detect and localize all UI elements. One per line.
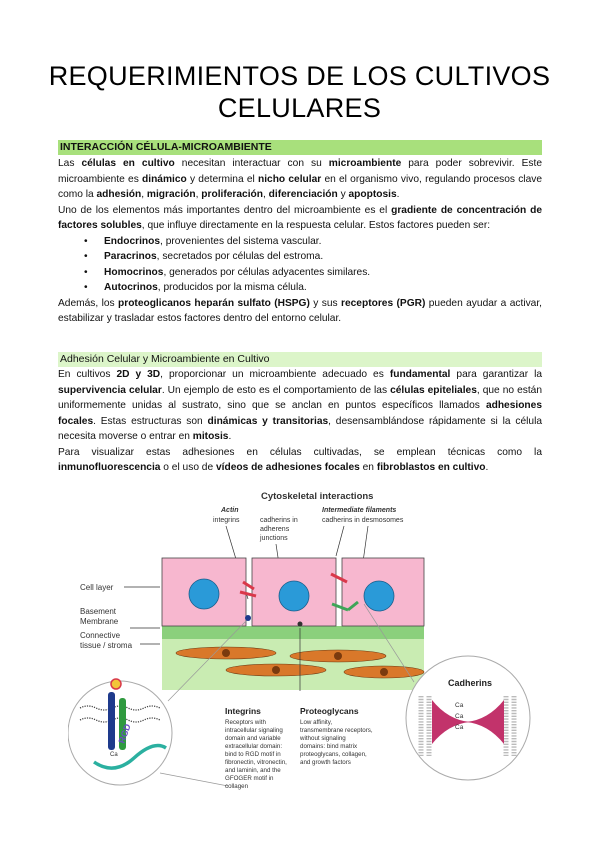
cadherins-adherens-1: cadherins in (260, 517, 298, 524)
proteoglycan-anchor (298, 622, 303, 627)
proteoglycans-line: transmembrane receptors, (300, 727, 373, 734)
figure-svg (68, 486, 544, 798)
page-title (0, 60, 599, 124)
integrins-line: domain and variable (225, 735, 281, 742)
ca2-label: Ca (110, 752, 118, 758)
proteoglycans-line: domains: bind matrix (300, 743, 358, 750)
paragraph: Uno de los elementos más importantes dentro del microambiente es el gradiente de concentración de factores solubles, que influye directamente en la respuesta celular. Estos factores pueden ser: (58, 204, 542, 231)
ca-label: Ca (455, 702, 464, 709)
cadherins-adherens-2: adherens (260, 526, 290, 533)
list-item: • Homocrinos, generados por células adyacentes similares. (84, 265, 542, 281)
nucleus (279, 581, 309, 611)
integrins-small-label: integrins (213, 517, 240, 524)
intermediate-filaments-label: Intermediate filaments (322, 507, 397, 514)
fibroblast-nucleus (380, 668, 388, 676)
paragraph: Para visualizar estas adhesiones en células cultivadas, se emplean técnicas como la inmunofluorescencia o el uso de vídeos de adhesiones focales en fibroblastos en cultivo. (58, 446, 542, 473)
proteoglycans-box-title: Proteoglycans (300, 706, 359, 716)
integrins-line: collagen (225, 783, 249, 790)
section-2-body (58, 367, 542, 476)
integrins-line: bind to RGD motif in (225, 751, 281, 758)
paragraph: Además, los proteoglicanos heparán sulfato (HSPG) y sus receptores (PGR) pueden ayudar a activar, estabilizar y trasladar estos factores dentro del entorno celular. (58, 297, 543, 324)
integrins-line: extracellular domain: (225, 743, 283, 750)
cadherins-adherens-3: junctions (260, 535, 288, 542)
integrin-anchor (245, 615, 251, 621)
integrins-box-title: Integrins (225, 706, 261, 716)
cell-layer-label: Cell layer (80, 583, 114, 592)
paragraph: Las células en cultivo necesitan interactuar con su microambiente para poder sobrevivir. Este microambiente es dinámico y determina el nicho celular en el organismo vivo, regulando procesos clave como la adhesión, migración, proliferación, diferenciación y apoptosis. (58, 158, 542, 200)
nucleus (189, 579, 219, 609)
integrin-alpha (108, 692, 115, 750)
section-heading-adhesion: Adhesión Celular y Microambiente en Cultivo (58, 352, 542, 367)
integrins-line: and laminin, and the (225, 767, 281, 774)
section-heading-interaction: INTERACCIÓN CÉLULA-MICROAMBIENTE (58, 140, 542, 155)
integrins-line: fibronectin, vitronectin, (225, 759, 287, 766)
integrins-line: GFOGER motif in (225, 775, 274, 782)
proteoglycans-line: proteoglycans, collagen, (300, 751, 367, 758)
zoom-line (160, 773, 228, 786)
cadherins-box-title: Cadherins (448, 678, 493, 688)
title-line-2: CELULARES (217, 93, 382, 123)
list-item: • Endocrinos, provenientes del sistema vascular. (84, 234, 542, 250)
connective-label-2: tissue / stroma (80, 641, 133, 650)
basement-label-2: Membrane (80, 617, 119, 626)
figure-title: Cytoskeletal interactions (261, 491, 374, 502)
cytoskeletal-interactions-figure (68, 486, 544, 798)
nucleus (364, 581, 394, 611)
rgd-label: RGD (116, 722, 133, 745)
list-item: • Paracrinos, secretados por células del estroma. (84, 249, 542, 265)
integrins-line: Receptors with (225, 719, 266, 726)
factor-list (58, 234, 542, 296)
fibroblast-nucleus (222, 649, 230, 657)
proteoglycans-line: Low affinity, (300, 719, 333, 726)
actin-label: Actin (221, 507, 239, 514)
proteoglycans-line: without signaling (300, 735, 346, 742)
fibroblast-nucleus (272, 666, 280, 674)
paragraph: En cultivos 2D y 3D, proporcionar un microambiente adecuado es fundamental para garantizar la supervivencia celular. Un ejemplo de esto es el comportamiento de las células epiteliales, que no están uniformemente unidas al sustrato, sino que se anclan en puntos específicos llamados adhesiones focales. Estas estructuras son dinámicas y transitorias, desensamblándose rápidamente si la célula necesita moverse o entrar en mitosis. (58, 369, 543, 442)
list-item: • Autocrinos, producidos por la misma célula. (84, 280, 542, 296)
ca-label: Ca (455, 713, 464, 720)
section-1-body (58, 156, 542, 327)
cadherins-desmosomes-label: cadherins in desmosomes (322, 517, 404, 524)
cadherin-zoom-circle (406, 656, 530, 780)
stroma-layer (162, 638, 424, 690)
integrin-head (111, 679, 121, 689)
leader-line (336, 526, 344, 556)
integrins-line: intracellular signaling (225, 727, 283, 734)
connective-label-1: Connective (80, 631, 121, 640)
basement-label-1: Basement (80, 607, 117, 616)
title-line-1: REQUERIMIENTOS DE LOS CULTIVOS (48, 61, 551, 91)
proteoglycans-line: and growth factors (300, 759, 351, 766)
fibroblast-nucleus (334, 652, 342, 660)
basement-membrane (162, 626, 424, 639)
ca-label: Ca (455, 724, 464, 731)
